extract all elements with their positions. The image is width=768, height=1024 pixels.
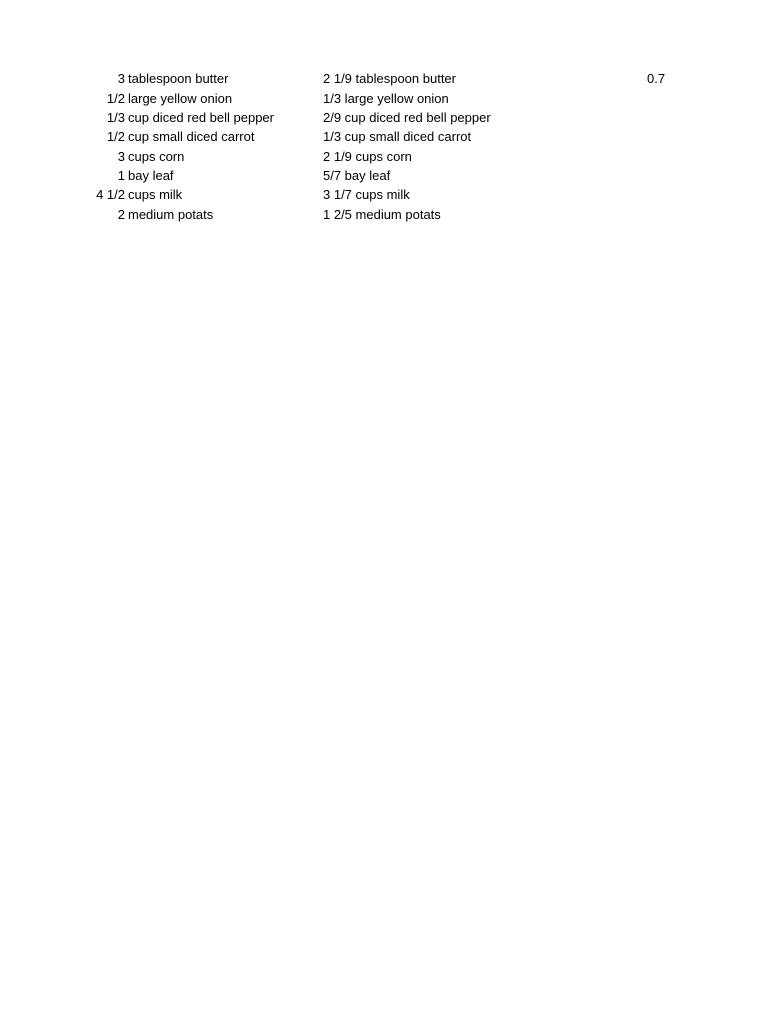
original-quantity: 3 [117,149,125,164]
original-quantity: 1/2 [106,129,125,144]
original-quantity: 1/3 [106,110,125,125]
scaled-ingredient: 1/3 cup small diced carrot [323,129,472,144]
ingredient-row [0,69,768,88]
ingredient-row [0,127,768,146]
original-quantity: 4 1/2 [96,187,125,202]
ingredient-row [0,185,768,204]
original-ingredient: cup small diced carrot [128,129,255,144]
original-ingredient: large yellow onion [128,91,233,106]
scaled-ingredient: 3 1/7 cups milk [323,187,410,202]
scaled-ingredient: 5/7 bay leaf [323,168,391,183]
original-quantity: 1/2 [106,91,125,106]
original-ingredient: cups corn [128,149,185,164]
scaled-ingredient: 1/3 large yellow onion [323,91,449,106]
ingredient-row [0,166,768,185]
original-ingredient: cup diced red bell pepper [128,110,274,125]
ingredient-row [0,89,768,108]
scaled-ingredient: 2 1/9 cups corn [323,149,412,164]
original-ingredient: medium potats [128,207,214,222]
original-ingredient: tablespoon butter [128,71,229,86]
ingredient-row [0,147,768,166]
scaled-ingredient: 2 1/9 tablespoon butter [323,71,456,86]
original-quantity: 2 [117,207,125,222]
original-ingredient: cups milk [128,187,183,202]
original-quantity: 1 [117,168,125,183]
scale-factor: 0.7 [647,71,666,86]
scaled-ingredient: 2/9 cup diced red bell pepper [323,110,491,125]
ingredient-row [0,205,768,224]
original-ingredient: bay leaf [128,168,174,183]
scaled-ingredient: 1 2/5 medium potats [323,207,441,222]
ingredient-row [0,108,768,127]
original-quantity: 3 [117,71,125,86]
